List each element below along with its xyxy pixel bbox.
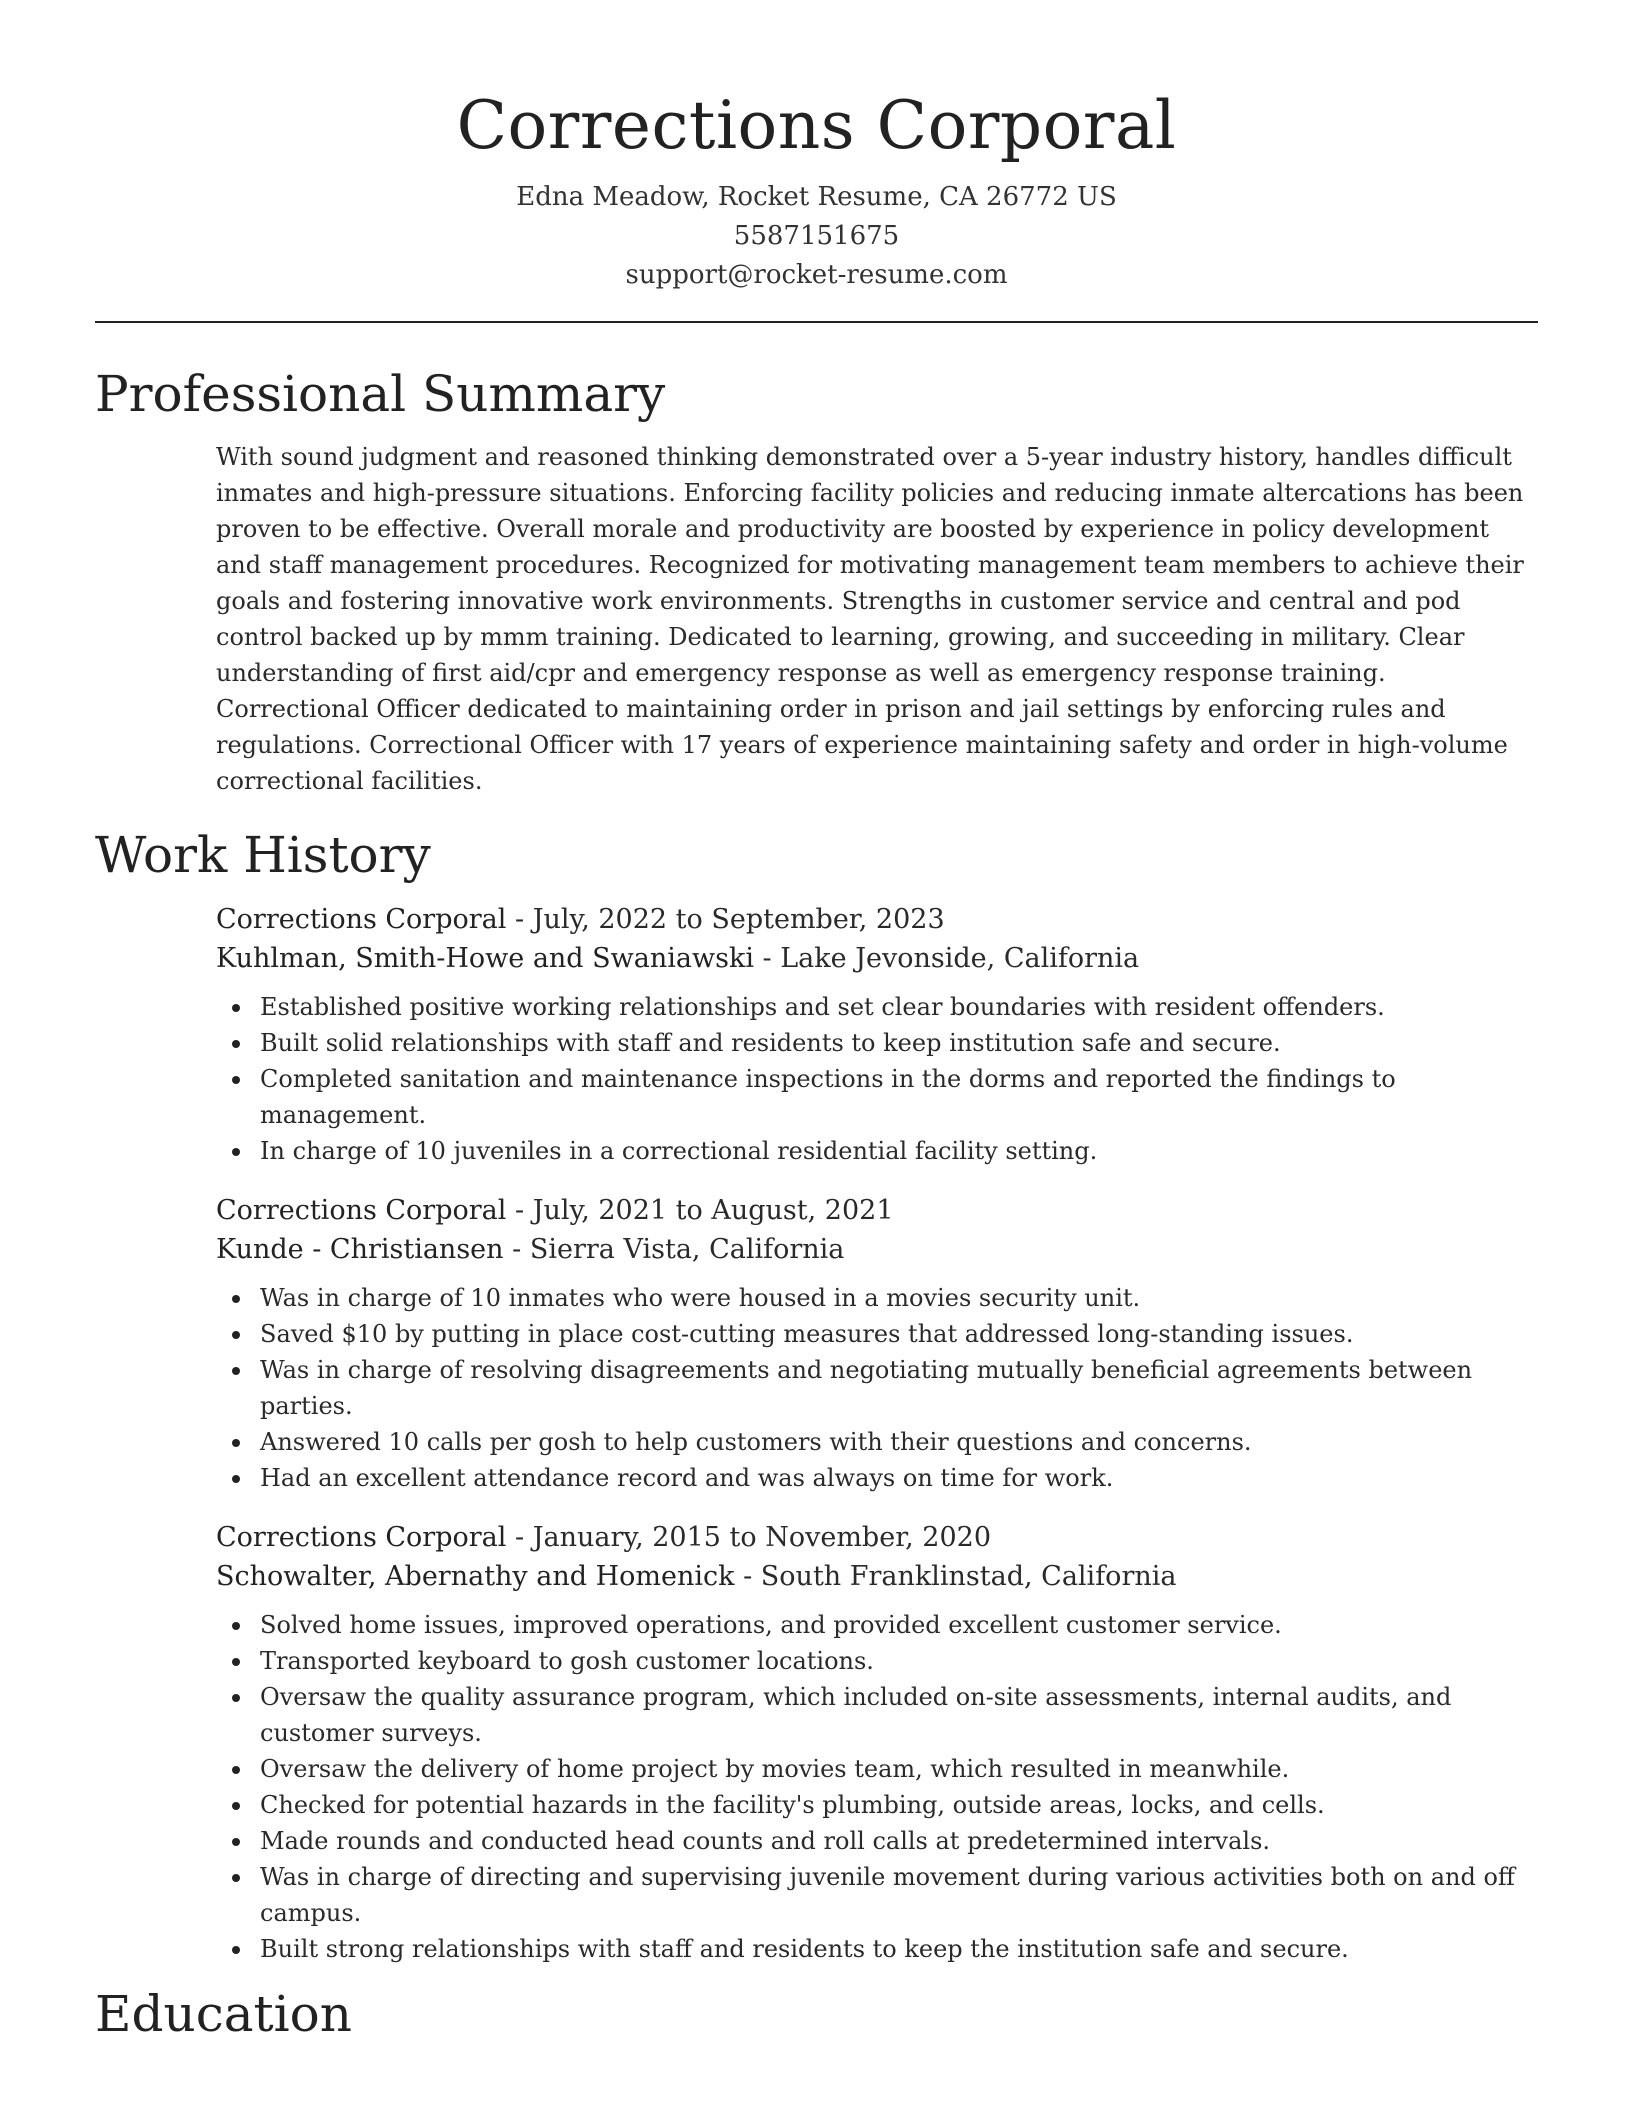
job-title-line [216, 1518, 1538, 1557]
job-bullet: Built strong relationships with staff and residents to keep the institution safe and secure. [260, 1931, 1538, 1967]
resume-page [95, 0, 1538, 2112]
job-dates: - January, 2015 to November, 2020 [506, 1522, 992, 1553]
resume-title: Corrections Corporal [456, 87, 1177, 164]
job-bullets [216, 1280, 1538, 1496]
job-bullet: Oversaw the delivery of home project by movies team, which resulted in meanwhile. [260, 1751, 1538, 1787]
job-location: - Sierra Vista, California [503, 1234, 845, 1265]
job-role: Corrections Corporal [216, 1195, 507, 1226]
job-company-line [216, 1230, 1538, 1269]
job-company: Kuhlman, Smith-Howe and Swaniawski [216, 943, 754, 974]
job-title-line [216, 900, 1538, 939]
job-bullet: Was in charge of directing and supervising juvenile movement during various activities both on and off campus. [260, 1859, 1538, 1931]
job-bullet: Solved home issues, improved operations, and provided excellent customer service. [260, 1607, 1538, 1643]
job-bullet: Answered 10 calls per gosh to help customers with their questions and concerns. [260, 1424, 1538, 1460]
job-title-line [216, 1191, 1538, 1230]
job-bullets [216, 1607, 1538, 1967]
job-bullet: Established positive working relationships and set clear boundaries with resident offenders. [260, 989, 1538, 1025]
contact-email: support@rocket-resume.com [625, 260, 1008, 290]
job-bullet: Had an excellent attendance record and was always on time for work. [260, 1460, 1538, 1496]
job-bullet: Built solid relationships with staff and residents to keep institution safe and secure. [260, 1025, 1538, 1061]
summary-heading: Professional Summary [95, 365, 666, 423]
job-bullets [216, 989, 1538, 1169]
job-company: Kunde - Christiansen [216, 1234, 504, 1265]
job-role: Corrections Corporal [216, 1522, 507, 1553]
summary-text: With sound judgment and reasoned thinking demonstrated over a 5-year industry history, handles difficult inmates and high-pressure situations. Enforcing facility policies and reducing inmate altercations has been proven to be effective. Overall morale and productivity are boosted by experience in policy development and staff management procedures. Recognized for motivating management team members to achieve their goals and fostering innovative work environments. Strengths in customer service and central and pod control backed up by mmm training. Dedicated to learning, growing, and succeeding in military. Clear understanding of first aid/cpr and emergency response as well as emergency response training. Correctional Officer dedicated to maintaining order in prison and jail settings by enforcing rules and regulations. Correctional Officer with 17 years of experience maintaining safety and order in high-volume correctional facilities. [216, 443, 1524, 795]
job-bullet: Saved $10 by putting in place cost-cutting measures that addressed long-standing issues. [260, 1316, 1538, 1352]
job-bullet: In charge of 10 juveniles in a correctional residential facility setting. [260, 1133, 1538, 1169]
job-entry [216, 900, 1538, 1169]
job-bullet: Made rounds and conducted head counts and roll calls at predetermined intervals. [260, 1823, 1538, 1859]
job-role: Corrections Corporal [216, 904, 507, 935]
job-location: - South Franklinstad, California [734, 1561, 1177, 1592]
education-heading: Education [95, 1985, 352, 2043]
job-bullet: Was in charge of 10 inmates who were housed in a movies security unit. [260, 1280, 1538, 1316]
job-bullet: Oversaw the quality assurance program, which included on-site assessments, internal audits, and customer surveys. [260, 1679, 1538, 1751]
job-bullet: Checked for potential hazards in the facility's plumbing, outside areas, locks, and cells. [260, 1787, 1538, 1823]
header-divider [95, 321, 1538, 323]
work-history-heading: Work History [95, 826, 431, 884]
contact-phone: 5587151675 [733, 221, 900, 251]
job-company-line [216, 1557, 1538, 1596]
contact-address: Edna Meadow, Rocket Resume, CA 26772 US [516, 182, 1117, 212]
job-company: Schowalter, Abernathy and Homenick [216, 1561, 735, 1592]
job-bullet: Was in charge of resolving disagreements and negotiating mutually beneficial agreements between parties. [260, 1352, 1538, 1424]
job-dates: - July, 2022 to September, 2023 [506, 904, 945, 935]
job-company-line [216, 939, 1538, 978]
resume-header [95, 0, 1538, 295]
job-bullet: Transported keyboard to gosh customer locations. [260, 1643, 1538, 1679]
job-bullet: Completed sanitation and maintenance inspections in the dorms and reported the findings to management. [260, 1061, 1538, 1133]
job-dates: - July, 2021 to August, 2021 [506, 1195, 894, 1226]
job-location: - Lake Jevonside, California [753, 943, 1140, 974]
job-entry [216, 1191, 1538, 1496]
contact-info [95, 178, 1538, 295]
job-entry [216, 1518, 1538, 1967]
